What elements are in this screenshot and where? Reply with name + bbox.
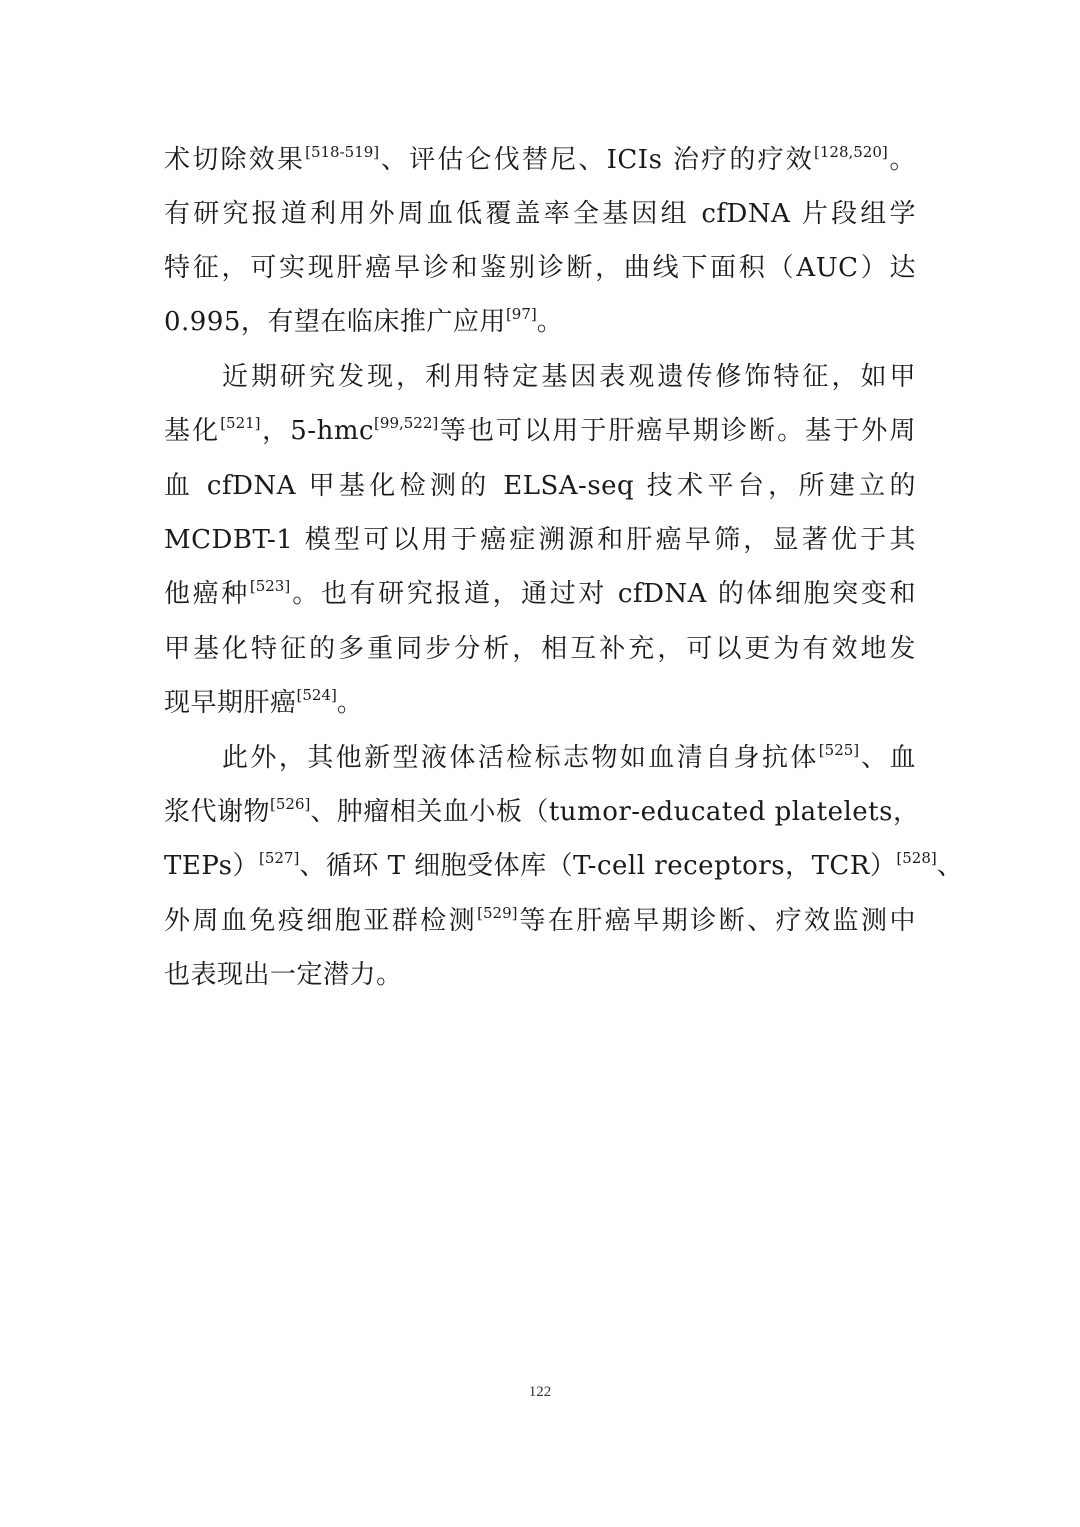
page-number: 122 [528, 1384, 552, 1400]
text-span: 浆代谢物 [164, 797, 271, 827]
citation-reference: [528] [896, 848, 937, 867]
citation-reference: [521] [220, 413, 261, 432]
text-span: 他癌种 [164, 579, 250, 609]
text-span: 外周血免疫细胞亚群检测 [164, 906, 478, 936]
citation-reference: [524] [296, 685, 337, 704]
text-span: 现早期肝癌 [164, 688, 297, 718]
text-span: 、循环 T 细胞受体库（T-cell receptors，TCR） [299, 851, 897, 881]
text-line [164, 629, 916, 669]
text-line [164, 302, 916, 342]
text-span: 等在肝癌早期诊断、疗效监测中 [517, 906, 916, 936]
text-span: 特征，可实现肝癌早诊和鉴别诊断，曲线下面积（AUC）达 [164, 253, 916, 283]
text-line [164, 194, 916, 234]
text-line [164, 520, 916, 560]
text-span: 、 [936, 851, 964, 881]
text-span: TEPs） [164, 851, 259, 881]
text-span: 甲基化特征的多重同步分析，相互补充，可以更为有效地发 [164, 634, 916, 664]
text-span: 此外，其他新型液体活检标志物如血清自身抗体 [222, 743, 819, 773]
text-span: 。 [887, 145, 916, 175]
citation-reference: [99,522] [374, 413, 439, 432]
text-span: 、肿瘤相关血小板（tumor-educated platelets， [310, 797, 920, 827]
citation-reference: [518-519] [305, 142, 380, 161]
text-line [222, 738, 916, 778]
citation-reference: [527] [258, 848, 300, 867]
text-span: 血 cfDNA 甲基化检测的 ELSA-seq 技术平台，所建立的 [164, 471, 916, 501]
text-span: ，5-hmc [260, 416, 375, 446]
text-line [164, 846, 964, 886]
text-span: 有研究报道利用外周血低覆盖率全基因组 cfDNA 片段组学 [164, 199, 916, 229]
text-line [164, 955, 916, 995]
text-span: 等也可以用于肝癌早期诊断。基于外周 [438, 416, 916, 446]
text-span: 0.995，有望在临床推广应用 [164, 307, 506, 337]
text-line [164, 683, 916, 723]
text-span: MCDBT-1 模型可以用于癌症溯源和肝癌早筛，显著优于其 [164, 525, 916, 555]
text-line [164, 411, 916, 451]
citation-reference: [97] [505, 304, 537, 323]
text-line [164, 248, 916, 288]
text-line [164, 140, 916, 180]
text-span: 、血 [859, 743, 916, 773]
text-span: 。也有研究报道，通过对 cfDNA 的体细胞突变和 [290, 579, 916, 609]
citation-reference: [525] [818, 740, 860, 759]
citation-reference: [523] [249, 576, 291, 595]
text-span: 、评估仑伐替尼、ICIs 治疗的疗效 [379, 145, 815, 175]
text-span: 近期研究发现，利用特定基因表观遗传修饰特征，如甲 [222, 362, 916, 392]
citation-reference: [526] [270, 794, 311, 813]
text-line [164, 466, 916, 506]
text-span: 。 [536, 307, 564, 337]
citation-reference: [128,520] [814, 142, 888, 161]
text-line [164, 901, 916, 941]
text-span: 术切除效果 [164, 145, 306, 175]
text-line [222, 357, 916, 397]
text-line [164, 792, 920, 832]
text-span: 基化 [164, 416, 221, 446]
text-span: 也表现出一定潜力。 [164, 960, 403, 990]
citation-reference: [529] [477, 903, 518, 922]
text-span: 。 [336, 688, 364, 718]
text-line [164, 574, 916, 614]
